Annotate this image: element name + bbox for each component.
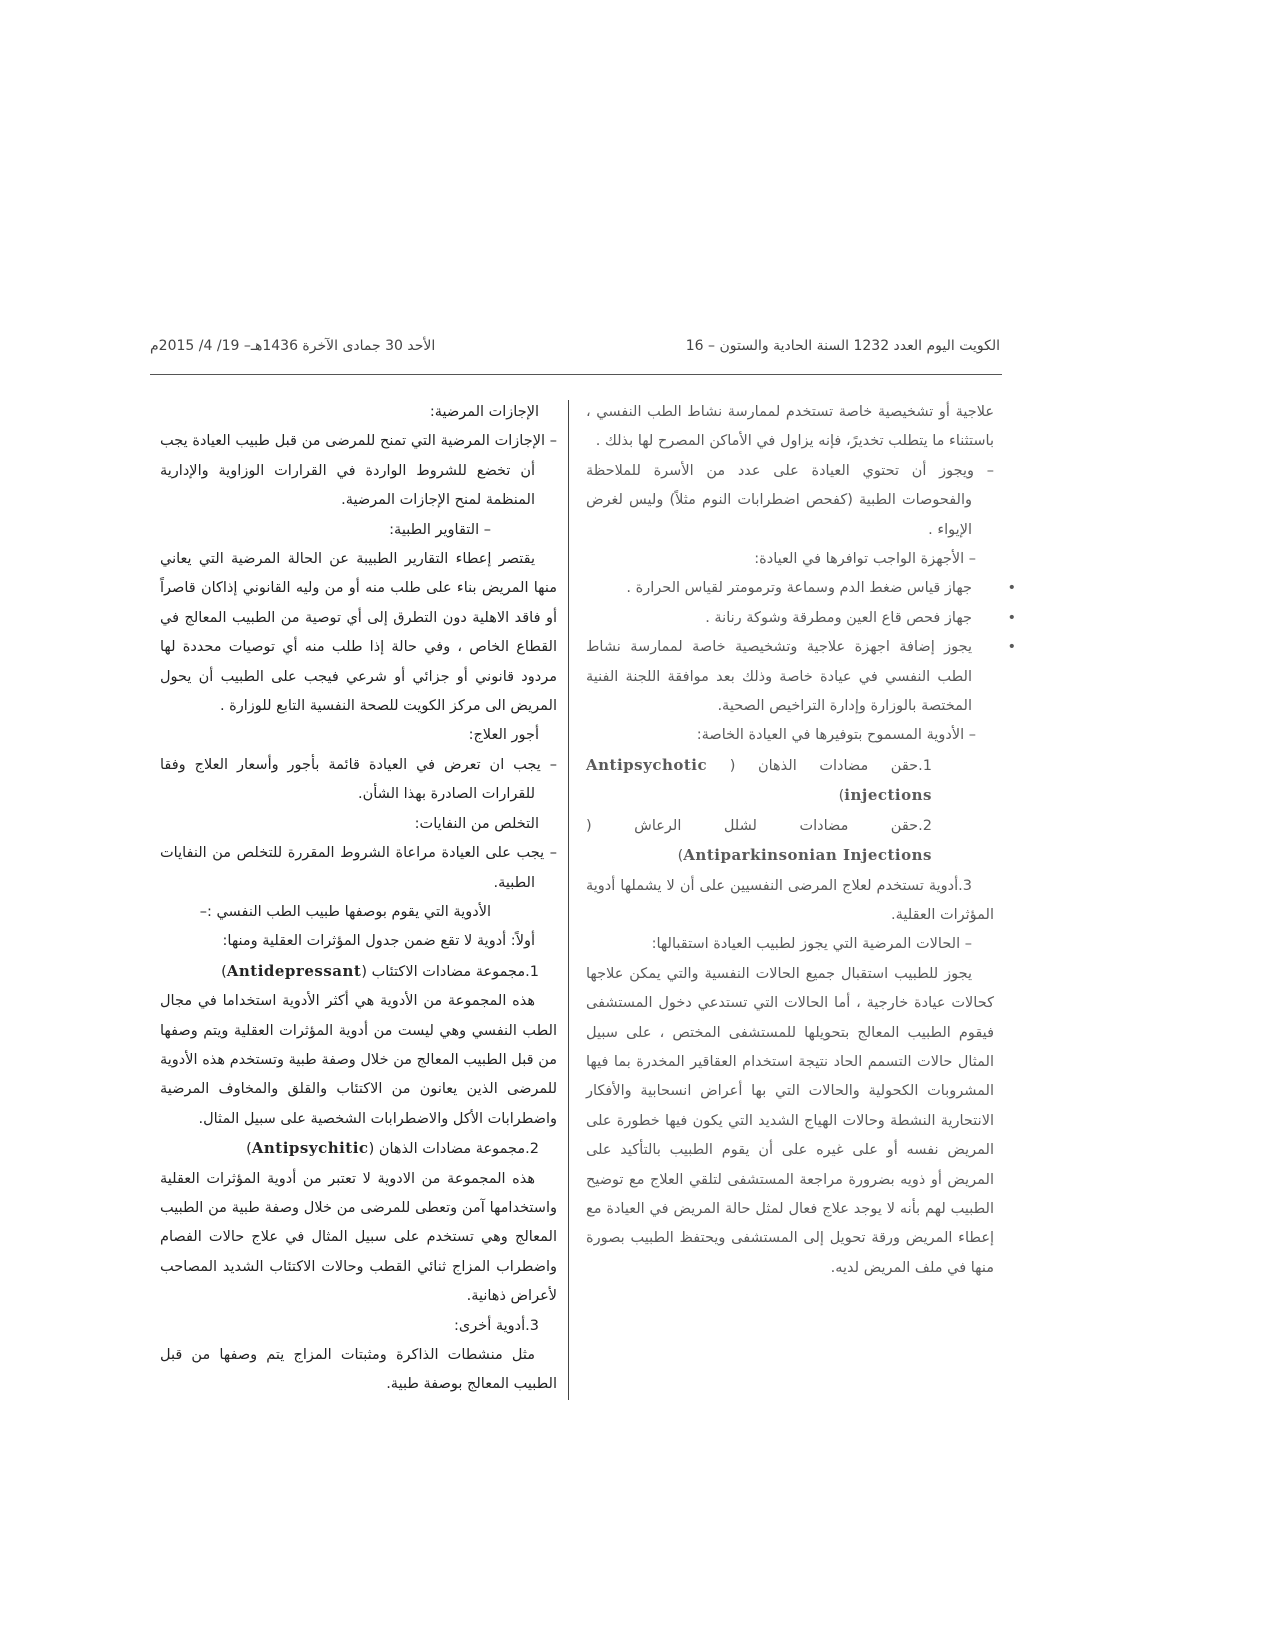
english-term: Antidepressant xyxy=(226,961,362,980)
paragraph: هذه المجموعة من الأدوية هي أكثر الأدوية استخداما في مجال الطب النفسي وهي ليست من أدوية المؤثرات العقلية ويتم وصفها من قبل الطبيب المعالج من خلال وصفة طبية وتستخدم هذه الأدوية للمرضى الذين يعانون من الاكتئاب والقلق والمخاوف المرضية واضطرابات الأكل والاضطرابات الشخصية على سبيل المثال. xyxy=(160,993,557,1127)
paragraph: مثل منشطات الذاكرة ومثبتات المزاج يتم وصفها من قبل الطبيب المعالج بوصفة طبية. xyxy=(160,1347,557,1393)
header-date: الأحد 30 جمادى الآخرة 1436هـ– 19/ 4/ 2015م xyxy=(150,338,436,354)
column-divider xyxy=(568,400,569,1400)
section-heading: – الأجهزة الواجب توافرها في العيادة: xyxy=(754,551,976,568)
section-heading: 1.مجموعة مضادات الاكتئاب (Antidepressant) xyxy=(221,961,539,980)
paragraph: هذه المجموعة من الادوية لا تعتبر من أدوية المؤثرات العقلية واستخدامها آمن وتعطى للمرضى من خلال وصفة طبية من الطبيب المعالج وهي تستخدم على سبيل المثال في علاج حالات الفصام واضطراب المزاج ثنائي القطب وحالات الاكتئاب الشديد المصاحب لأعراض ذهانية. xyxy=(160,1170,557,1305)
bullet-icon: • xyxy=(1007,639,1016,656)
section-heading: – الأدوية المسموح بتوفيرها في العيادة الخاصة: xyxy=(696,727,976,744)
list-item: •يجوز إضافة اجهزة علاجية وتشخيصية خاصة لممارسة نشاط الطب النفسي في عيادة خاصة وذلك بعد موافقة اللجنة الفنية المختصة بالوزارة وإدارة التراخيص الصحية. xyxy=(586,633,994,721)
bullet-icon: • xyxy=(1007,609,1016,626)
list-item: – يجب ان تعرض في العيادة قائمة بأجور وأسعار العلاج وفقا للقرارات الصادرة بهذا الشأن. xyxy=(160,756,557,803)
english-term: Antiparkinsonian Injections xyxy=(683,846,932,865)
list-item: – يجب على العيادة مراعاة الشروط المقررة للتخلص من النفايات الطبية. xyxy=(160,845,557,891)
section-heading: الأدوية التي يقوم بوصفها طبيب الطب النفسي :– xyxy=(199,903,491,920)
page-header xyxy=(150,338,1000,366)
header-publication: الكويت اليوم العدد 1232 السنة الحادية والستون – 16 xyxy=(685,338,1000,354)
list-item: 1.حقن مضادات الذهان ( Antipsychotic injections) xyxy=(586,755,932,805)
section-heading: أولاً: أدوية لا تقع ضمن جدول المؤثرات العقلية ومنها: xyxy=(222,933,535,950)
paragraph: علاجية أو تشخيصية خاصة تستخدم لممارسة نشاط الطب النفسي ، باستثناء ما يتطلب تخديرً، فإنه يزاول في الأماكن المصرح لها بذلك . xyxy=(586,404,994,450)
paragraph: يجوز للطبيب استقبال جميع الحالات النفسية والتي يمكن علاجها كحالات عيادة خارجية ، أما الحالات التي تستدعي دخول المستشفى فيقوم الطبيب المعالج بتحويلها للمستشفى المختص ، على سبيل المثال حالات التسمم الحاد نتيجة استخدام العقاقير المخدرة بما فيها المشروبات الكحولية والحالات التي بها أعراض انسحابية والأفكار الانتحارية النشطة وحالات الهياج الشديد التي يكون فيها خطورة على المريض نفسه أو على غيره على أن يقوم الطبيب بالتأكيد على المريض أو ذويه بضرورة مراجعة المستشفى لتلقي العلاج مع توضيح الطبيب لهم بأنه لا يوجد علاج فعال لمثل حالة المريض في العيادة مع إعطاء المريض ورقة تحويل إلى المستشفى ويحتفظ الطبيب بصورة منها في ملف المريض لديه. xyxy=(586,965,994,1276)
list-item: 2.حقن مضادات لشلل الرعاش ( Antiparkinsonian Injections) xyxy=(586,817,932,865)
section-heading: 2.مجموعة مضادات الذهان (Antipsychitic) xyxy=(246,1139,539,1158)
list-item: •جهاز فحص قاع العين ومطرقة وشوكة رنانة . xyxy=(586,604,994,633)
header-rule xyxy=(150,374,1002,375)
section-heading: أجور العلاج: xyxy=(468,727,539,744)
section-heading: التخلص من النفايات: xyxy=(414,815,539,832)
list-item: – ويجوز أن تحتوي العيادة على عدد من الأسرة للملاحظة والفحوصات الطبية (كفحص اضطرابات النوم مثلاً) وليس لغرض الإيواء . xyxy=(586,462,994,538)
list-item: •جهاز قياس ضغط الدم وسماعة وترمومتر لقياس الحرارة . xyxy=(586,574,994,603)
section-heading: – التقاوير الطبية: xyxy=(389,521,491,538)
english-term: Antipsychitic xyxy=(251,1139,369,1158)
right-column xyxy=(586,398,1016,1283)
section-heading: 3.أدوية أخرى: xyxy=(454,1317,539,1334)
list-item: 3.أدوية تستخدم لعلاج المرضى النفسيين على أن لا يشملها أدوية المؤثرات العقلية. xyxy=(586,877,994,923)
list-item: – الإجازات المرضية التي تمنح للمرضى من قبل طبيب العيادة يجب أن تخضع للشروط الواردة في القرارات الوزاوية والإدارية المنظمة لمنح الإجازات المرضية. xyxy=(160,433,557,509)
bullet-icon: • xyxy=(1007,580,1016,597)
section-heading: الإجازات المرضية: xyxy=(429,404,539,420)
left-column xyxy=(160,398,557,1400)
section-heading: – الحالات المرضية التي يجوز لطبيب العيادة استقبالها: xyxy=(651,936,972,953)
paragraph: يقتصر إعطاء التقارير الطبيبة عن الحالة المرضية التي يعاني منها المريض بناء على طلب منه أو من وليه القانوني إذاكان قاصراً أو فاقد الاهلية دون التطرق إلى أي توصية من الطبيب المعالج في القطاع الخاص ، وفي حالة إذا طلب منه أي توصيات محددة لها مردود قانوني أو جزائي أو شرعي فيجب على الطبيب أن يحول المريض الى مركز الكويت للصحة النفسية التابع للوزارة . xyxy=(160,551,557,715)
english-term: Antipsychotic injections xyxy=(586,755,932,805)
